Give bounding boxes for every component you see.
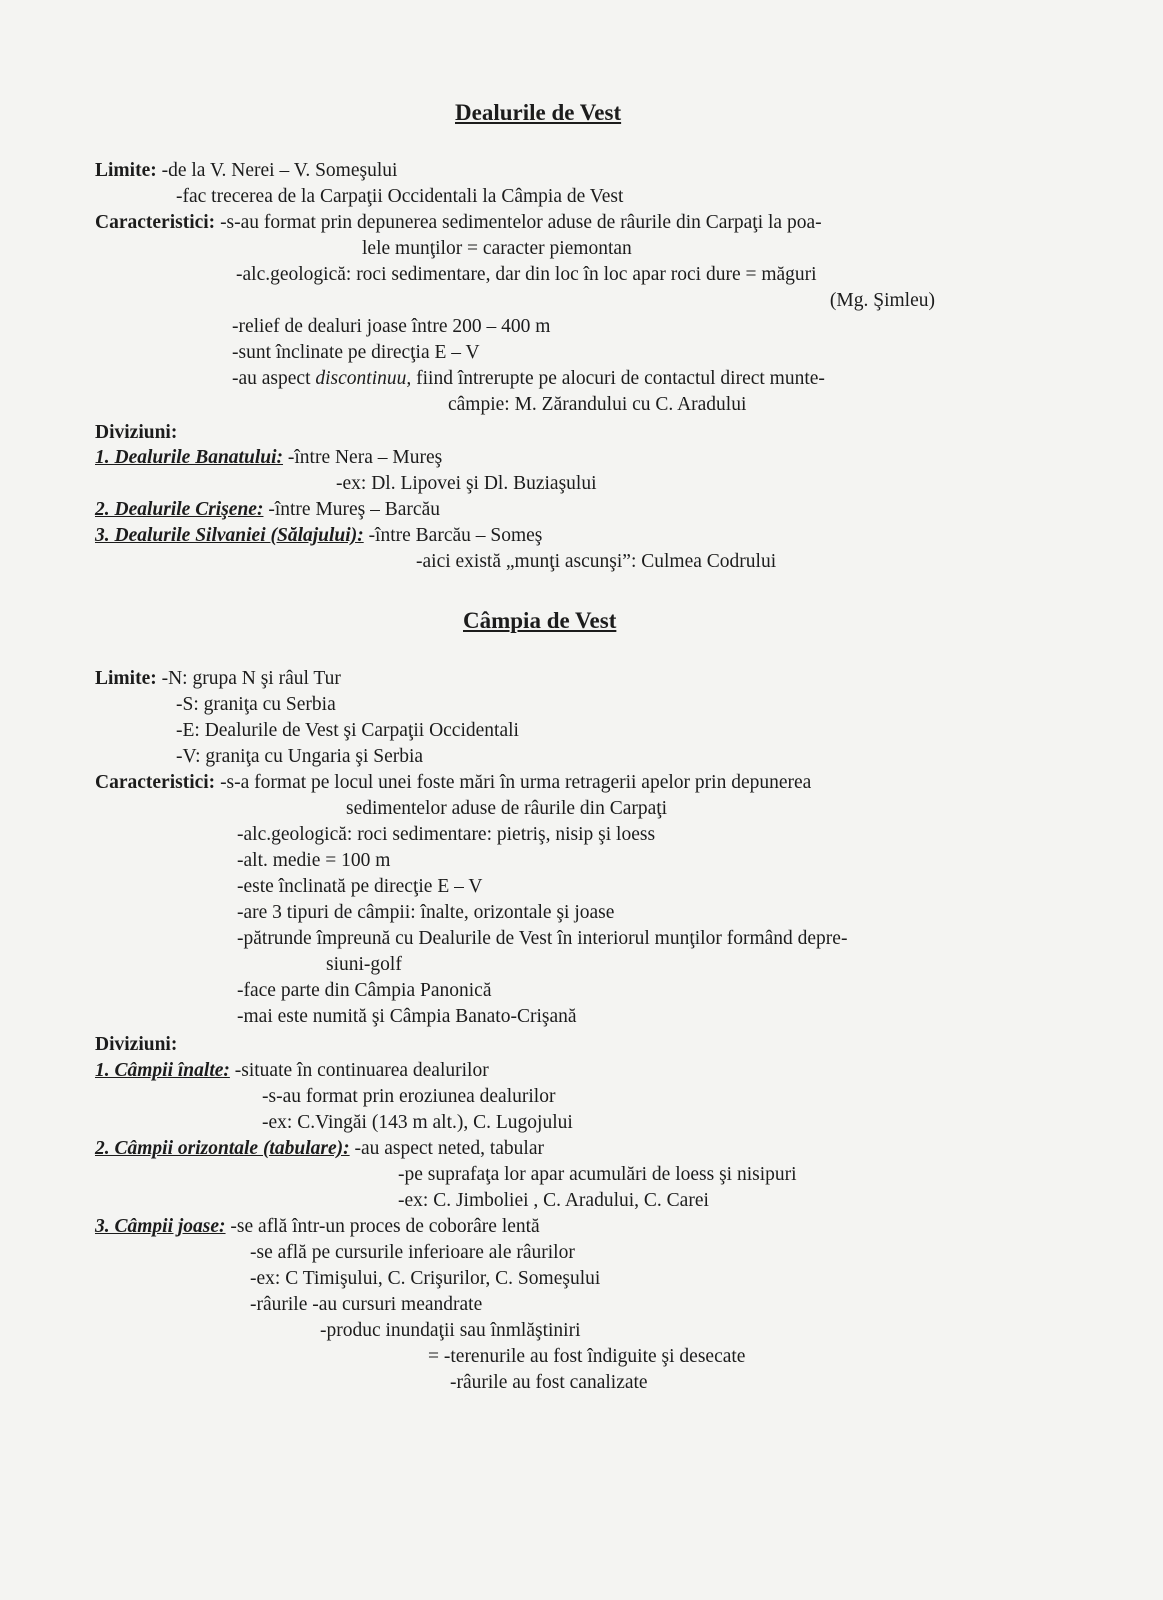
c-limite-line-4: -V: graniţa cu Ungaria şi Serbia: [176, 746, 424, 767]
div3-note: -aici există „munţi ascunşi”: Culmea Codrului: [416, 551, 777, 572]
c-caract-line-6b: siuni-golf: [326, 954, 402, 975]
caract-line-3: -relief de dealuri joase între 200 – 400 m: [232, 316, 551, 337]
div1-line: 1. Dealurile Banatului: -între Nera – Mureş: [95, 447, 443, 468]
c-caract-line-5: -are 3 tipuri de câmpii: înalte, orizontale şi joase: [237, 902, 615, 923]
c-div1-line: 1. Câmpii înalte: -situate în continuarea dealurilor: [95, 1060, 489, 1081]
limite-line-1: Limite: -de la V. Nerei – V. Someşului: [95, 160, 398, 181]
caract-line-2b: (Mg. Şimleu): [829, 290, 935, 311]
c-div1-c: -ex: C.Vingăi (143 m alt.), C. Lugojului: [262, 1112, 573, 1133]
c-div2-title: 2. Câmpii orizontale (tabulare):: [95, 1138, 350, 1159]
c-limite-line-3: -E: Dealurile de Vest şi Carpaţii Occidentali: [176, 720, 519, 741]
c-div2-line: 2. Câmpii orizontale (tabulare): -au aspect neted, tabular: [95, 1138, 544, 1159]
c-caract-label: Caracteristici:: [95, 772, 216, 793]
c-caract-line-7: -face parte din Câmpia Panonică: [237, 980, 492, 1001]
c-caract-line-8: -mai este numită şi Câmpia Banato-Crişană: [237, 1006, 577, 1027]
c-div1-b: -s-au format prin eroziunea dealurilor: [262, 1086, 556, 1107]
c-div2-b: -pe suprafaţa lor apar acumulări de loess şi nisipuri: [398, 1164, 797, 1185]
caract-line-4: -sunt înclinate pe direcţia E – V: [232, 342, 480, 363]
c-div3-title: 3. Câmpii joase:: [95, 1216, 226, 1237]
c-caract-line-6: -pătrunde împreună cu Dealurile de Vest în interiorul munţilor formând depre-: [237, 928, 848, 949]
div1-example: -ex: Dl. Lipovei şi Dl. Buziaşului: [336, 473, 597, 494]
section-title-campia: Câmpia de Vest: [463, 608, 617, 633]
c-caract-line-4: -este înclinată pe direcţie E – V: [237, 876, 483, 897]
c-div3-d: -râurile -au cursuri meandrate: [250, 1294, 483, 1315]
caract-line-2: -alc.geologică: roci sedimentare, dar din loc în loc apar roci dure = măguri: [236, 264, 817, 285]
div2-title: 2. Dealurile Crişene:: [95, 499, 264, 520]
c-limite-line-2: -S: graniţa cu Serbia: [176, 694, 336, 715]
caract-line-5: -au aspect discontinuu, fiind întrerupte pe alocuri de contactul direct munte-: [232, 368, 825, 389]
c-caract-line-3: -alt. medie = 100 m: [237, 850, 391, 871]
c-caract-line-2: -alc.geologică: roci sedimentare: pietriş, nisip şi loess: [237, 824, 656, 845]
caract-label: Caracteristici:: [95, 212, 216, 233]
div1-title: 1. Dealurile Banatului:: [95, 447, 283, 468]
c-limite-label: Limite:: [95, 668, 157, 689]
caract-line-5b: câmpie: M. Zărandului cu C. Aradului: [448, 394, 747, 415]
caract-line-1b: lele munţilor = caracter piemontan: [362, 238, 632, 259]
c-div2-c: -ex: C. Jimboliei , C. Aradului, C. Carei: [398, 1190, 709, 1211]
section-title-dealuri: Dealurile de Vest: [455, 100, 622, 125]
div3-line: 3. Dealurile Silvaniei (Sălajului): -între Barcău – Someş: [95, 525, 543, 546]
diviziuni-label: Diviziuni:: [95, 422, 178, 443]
c-div3-b: -se află pe cursurile inferioare ale râurilor: [250, 1242, 575, 1263]
div3-title: 3. Dealurile Silvaniei (Sălajului):: [95, 525, 364, 546]
c-div3-c: -ex: C Timişului, C. Crişurilor, C. Someşului: [250, 1268, 601, 1289]
limite-label: Limite:: [95, 160, 157, 181]
c-limite-line-1: Limite: -N: grupa N şi râul Tur: [95, 668, 341, 689]
c-div3-f: = -terenurile au fost îndiguite şi desecate: [428, 1346, 746, 1367]
div2-line: 2. Dealurile Crişene: -între Mureş – Barcău: [95, 499, 440, 520]
caract-line-1: Caracteristici: -s-au format prin depunerea sedimentelor aduse de râurile din Carpaţi la poa-: [95, 212, 822, 233]
c-caract-line-1: Caracteristici: -s-a format pe locul unei foste mări în urma retragerii apelor prin depunerea: [95, 772, 812, 793]
c-div3-line: 3. Câmpii joase: -se află într-un proces de coborâre lentă: [95, 1216, 540, 1237]
c-caract-line-1b: sedimentelor aduse de râurile din Carpaţi: [346, 798, 668, 819]
c-div1-title: 1. Câmpii înalte:: [95, 1060, 230, 1081]
c-div3-g: -râurile au fost canalizate: [450, 1372, 648, 1393]
limite-line-2: -fac trecerea de la Carpaţii Occidentali la Câmpia de Vest: [176, 186, 624, 207]
c-div3-e: -produc inundaţii sau înmlăştiniri: [320, 1320, 581, 1341]
c-diviziuni-label: Diviziuni:: [95, 1034, 178, 1055]
